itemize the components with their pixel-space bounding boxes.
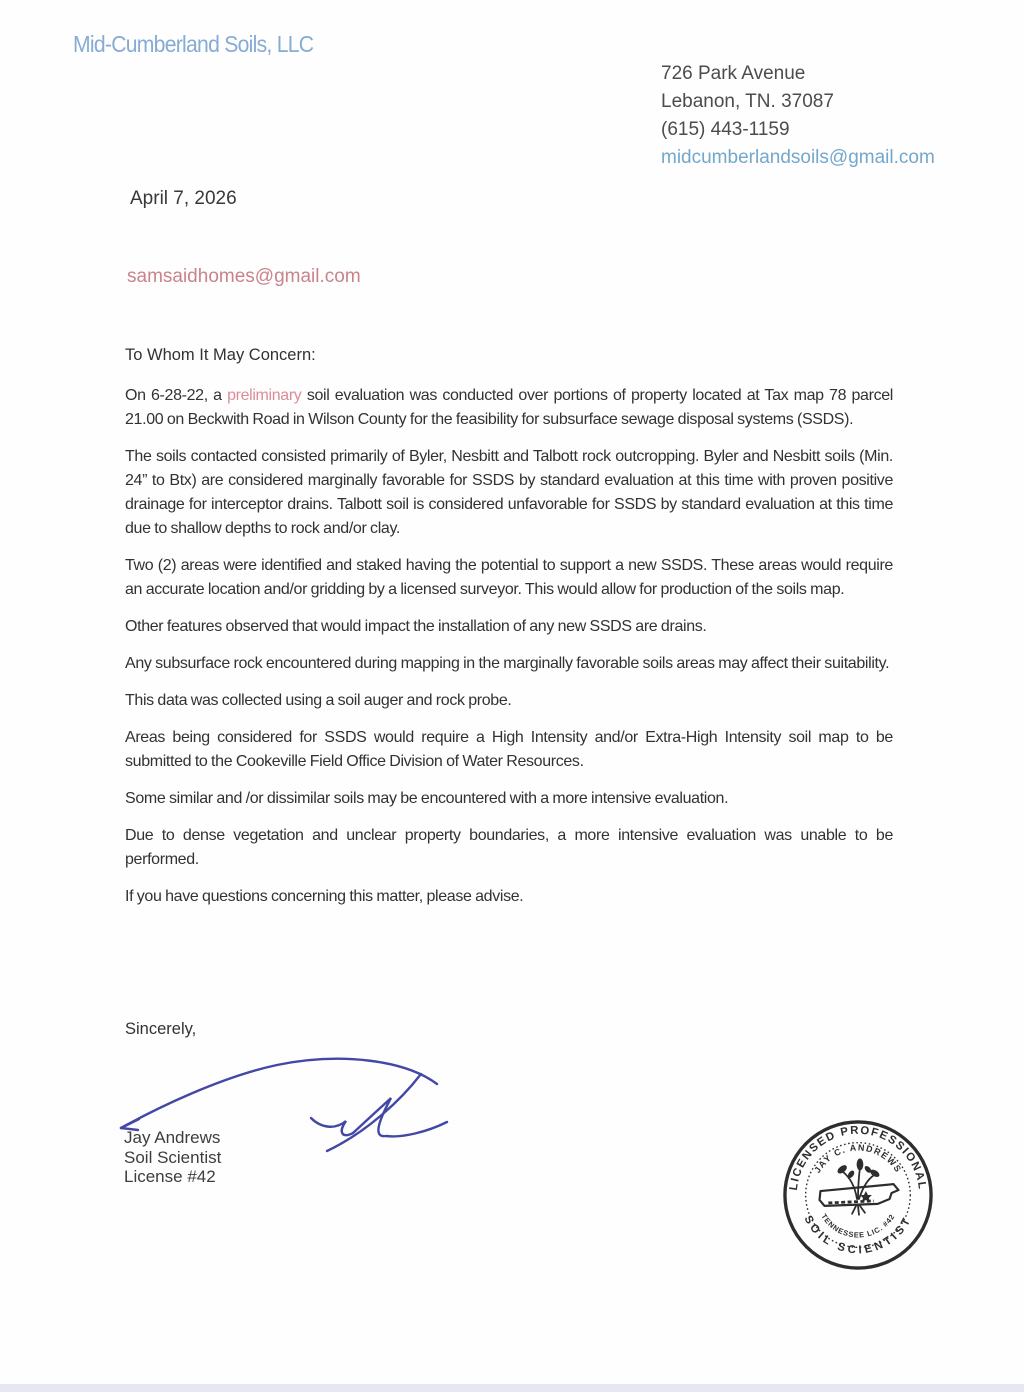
address-block: [661, 60, 935, 172]
highlight-preliminary: preliminary: [227, 387, 302, 404]
company-email: midcumberlandsoils@gmail.com: [661, 147, 935, 168]
paragraph-7: Areas being considered for SSDS would require a High Intensity and/or Extra-High Intensity soil map to be submitted to the Cookeville Field Office Division of Water Resources.: [125, 729, 893, 770]
professional-seal: [779, 1116, 937, 1274]
svg-text:JAY C. ANDREWS: [812, 1142, 904, 1174]
svg-text:TENNESSEE LIC. #42: [819, 1212, 896, 1239]
signer-name: Jay Andrews: [124, 1128, 221, 1147]
scan-edge-artifact: [0, 1384, 1024, 1392]
salutation: To Whom It May Concern:: [125, 346, 316, 364]
tennessee-state-icon: [819, 1158, 898, 1214]
paragraph-6: This data was collected using a soil auger and rock probe.: [125, 692, 512, 709]
paragraph-1: [125, 384, 893, 432]
paragraph-3: Two (2) areas were identified and staked having the potential to support a new SSDS. These areas would require an accurate location and/or gridding by a licensed surveyor. This would allow for production of the soils map.: [125, 557, 893, 598]
signer-block: [124, 1128, 221, 1187]
paragraph-5: Any subsurface rock encountered during mapping in the marginally favorable soils areas may affect their suitability.: [125, 655, 890, 672]
address-line-city: Lebanon, TN. 37087: [661, 91, 834, 112]
recipient-email: samsaidhomes@gmail.com: [127, 266, 361, 287]
phone-number: (615) 443-1159: [661, 119, 790, 140]
paragraph-9: Due to dense vegetation and unclear property boundaries, a more intensive evaluation was unable to be performed.: [125, 827, 893, 868]
paragraph-10: If you have questions concerning this matter, please advise.: [125, 888, 524, 905]
seal-inner-bottom-text: TENNESSEE LIC. #42: [819, 1212, 897, 1240]
company-name: Mid-Cumberland Soils, LLC: [73, 31, 314, 57]
paragraph-1-rest: soil evaluation was conducted over portions of property located at Tax map 78 parcel 21.00 on Beckwith Road in Wilson County for the feasibility for subsurface sewage disposal systems (SSDS).: [125, 387, 893, 428]
letter-body: [125, 384, 893, 922]
seal-inner-top-text: JAY C. ANDREWS: [812, 1142, 904, 1175]
seal-outer-top-text: LICENSED PROFESSIONAL: [787, 1124, 929, 1192]
paragraph-4: Other features observed that would impact the installation of any new SSDS are drains.: [125, 618, 707, 635]
letter-date: April 7, 2026: [130, 188, 237, 209]
paragraph-8: Some similar and /or dissimilar soils may be encountered with a more intensive evaluation.: [125, 790, 729, 807]
paragraph-1-lead: On 6-28-22, a: [125, 387, 228, 404]
signer-title: Soil Scientist: [124, 1147, 222, 1167]
address-line-street: 726 Park Avenue: [661, 63, 806, 84]
signer-license: License #42: [124, 1167, 216, 1186]
paragraph-2: The soils contacted consisted primarily of Byler, Nesbitt and Talbott rock outcropping. Byler and Nesbitt soils (Min. 24” to Btx) are considered marginally favorable for SSDS by standard evaluation at this time with proven positive drainage for interceptor drains. Talbott soil is considered unfavorable for SSDS by standard evaluation at this time due to shallow depths to rock and/or clay.: [125, 448, 893, 537]
seal-outer-bottom-text: SOIL SCIENTIST: [801, 1213, 915, 1257]
closing: Sincerely,: [125, 1020, 197, 1038]
